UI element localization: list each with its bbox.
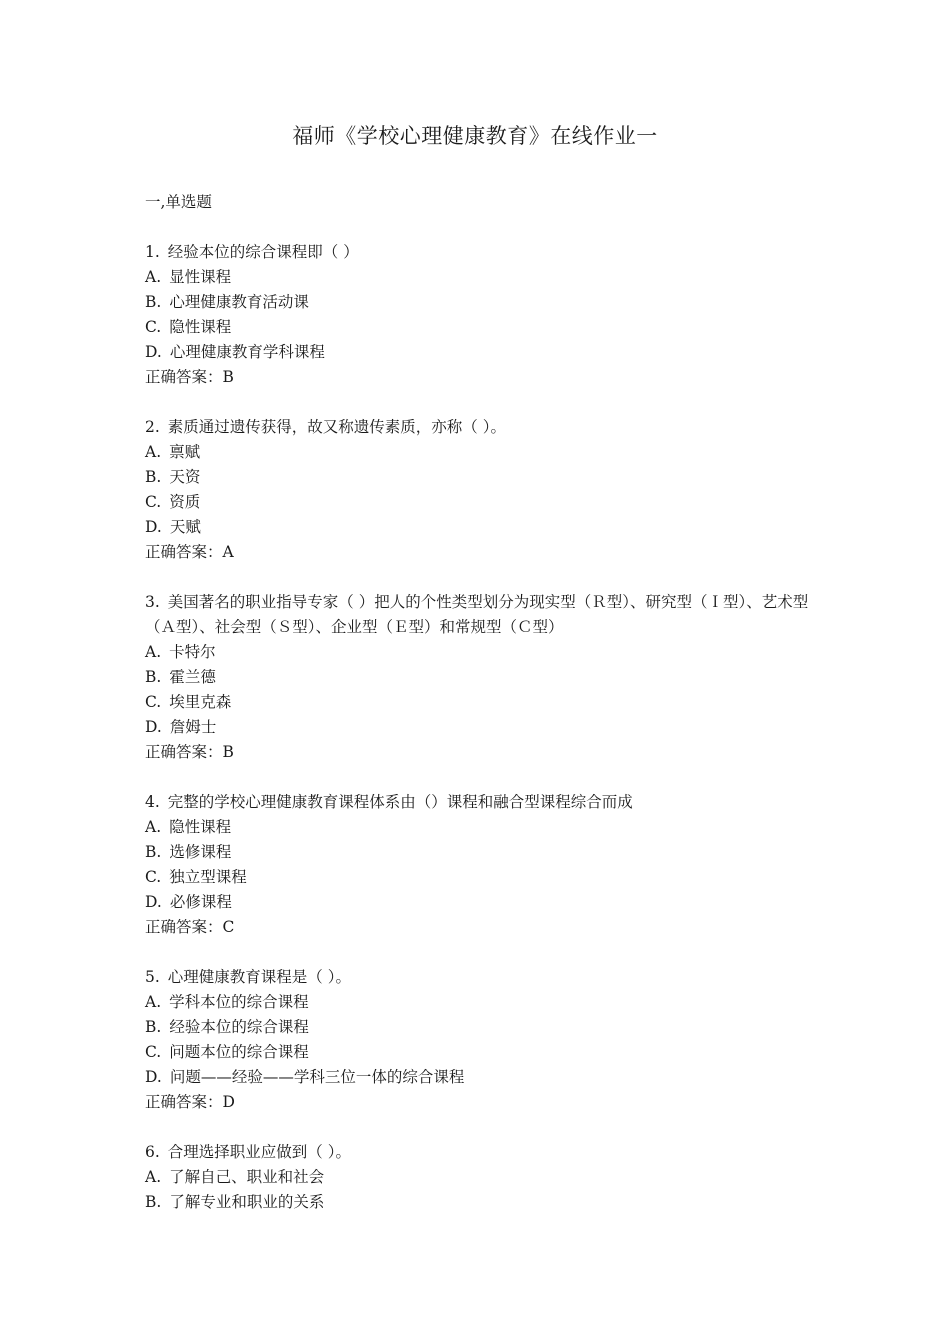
- question-stem: 合理选择职业应做到（ ）。: [167, 1143, 351, 1161]
- correct-answer: [145, 740, 825, 765]
- option-text: 选修课程: [169, 843, 232, 861]
- question-5: [145, 965, 825, 1115]
- option-d: [145, 1065, 825, 1090]
- option-d: [145, 515, 825, 540]
- option-letter: A.: [145, 443, 162, 461]
- option-text: 学科本位的综合课程: [169, 993, 309, 1011]
- option-b: [145, 665, 825, 690]
- option-letter: D.: [145, 518, 162, 536]
- option-a: [145, 990, 825, 1015]
- option-a: [145, 1165, 825, 1190]
- question-2: [145, 415, 825, 565]
- question-number: 6.: [145, 1143, 160, 1161]
- option-text: 埃里克森: [169, 693, 232, 711]
- question-stem: 完整的学校心理健康教育课程体系由（）课程和融合型课程综合而成: [167, 793, 633, 811]
- question-number: 2.: [145, 418, 160, 436]
- question-stem: 心理健康教育课程是（ ）。: [167, 968, 351, 986]
- option-c: [145, 865, 825, 890]
- option-text: 天资: [169, 468, 201, 486]
- section-heading: 一,单选题: [145, 193, 212, 211]
- question-6: [145, 1140, 825, 1215]
- question-text: [145, 240, 825, 265]
- option-letter: C.: [145, 493, 162, 511]
- option-text: 心理健康教育学科课程: [169, 343, 325, 361]
- option-text: 心理健康教育活动课: [169, 293, 309, 311]
- option-text: 詹姆士: [169, 718, 217, 736]
- option-b: [145, 290, 825, 315]
- answer-prefix: 正确答案：: [145, 918, 223, 936]
- option-b: [145, 1190, 825, 1215]
- option-text: 禀赋: [169, 443, 201, 461]
- question-text: [145, 965, 825, 990]
- correct-answer: [145, 915, 825, 940]
- option-text: 独立型课程: [169, 868, 247, 886]
- option-letter: A.: [145, 268, 162, 286]
- answer-value: C: [222, 918, 235, 936]
- option-d: [145, 890, 825, 915]
- option-letter: B.: [145, 1193, 162, 1211]
- answer-prefix: 正确答案：: [145, 543, 223, 561]
- option-b: [145, 465, 825, 490]
- question-number: 5.: [145, 968, 160, 986]
- option-a: [145, 640, 825, 665]
- correct-answer: [145, 540, 825, 565]
- option-letter: C.: [145, 868, 162, 886]
- question-number: 3.: [145, 593, 160, 611]
- option-letter: C.: [145, 693, 162, 711]
- document-body: [145, 190, 825, 1240]
- option-text: 问题本位的综合课程: [169, 1043, 309, 1061]
- answer-value: D: [222, 1093, 235, 1111]
- question-1: [145, 240, 825, 390]
- option-letter: D.: [145, 893, 162, 911]
- option-c: [145, 315, 825, 340]
- answer-prefix: 正确答案：: [145, 743, 223, 761]
- option-text: 必修课程: [169, 893, 232, 911]
- question-text: [145, 790, 825, 815]
- option-c: [145, 1040, 825, 1065]
- option-text: 了解自己、职业和社会: [169, 1168, 325, 1186]
- option-letter: C.: [145, 318, 162, 336]
- document-title: 福师《学校心理健康教育》在线作业一: [292, 124, 658, 148]
- option-letter: B.: [145, 293, 162, 311]
- option-text: 资质: [169, 493, 201, 511]
- option-letter: B.: [145, 843, 162, 861]
- option-text: 隐性课程: [169, 818, 232, 836]
- answer-prefix: 正确答案：: [145, 1093, 223, 1111]
- question-text: [145, 590, 825, 640]
- option-letter: A.: [145, 993, 162, 1011]
- option-d: [145, 715, 825, 740]
- answer-value: A: [222, 543, 234, 561]
- question-3: [145, 590, 825, 765]
- option-text: 问题——经验——学科三位一体的综合课程: [169, 1068, 465, 1086]
- option-text: 显性课程: [169, 268, 232, 286]
- option-b: [145, 1015, 825, 1040]
- option-c: [145, 490, 825, 515]
- option-text: 经验本位的综合课程: [169, 1018, 309, 1036]
- correct-answer: [145, 365, 825, 390]
- question-stem: 经验本位的综合课程即（ ）: [167, 243, 359, 261]
- option-c: [145, 690, 825, 715]
- question-text: [145, 415, 825, 440]
- option-a: [145, 265, 825, 290]
- correct-answer: [145, 1090, 825, 1115]
- question-stem: 美国著名的职业指导专家（ ）把人的个性类型划分为现实型（Ｒ型）、研究型（Ｉ型）、艺术型（Ａ型）、社会型（Ｓ型）、企业型（Ｅ型）和常规型（Ｃ型）: [145, 593, 809, 636]
- option-letter: D.: [145, 718, 162, 736]
- option-text: 霍兰德: [169, 668, 216, 686]
- option-letter: C.: [145, 1043, 162, 1061]
- option-letter: D.: [145, 1068, 162, 1086]
- question-number: 4.: [145, 793, 160, 811]
- option-letter: B.: [145, 668, 162, 686]
- option-b: [145, 840, 825, 865]
- option-letter: A.: [145, 818, 162, 836]
- option-a: [145, 440, 825, 465]
- option-letter: D.: [145, 343, 162, 361]
- option-text: 隐性课程: [169, 318, 232, 336]
- answer-prefix: 正确答案：: [145, 368, 223, 386]
- option-letter: A.: [145, 1168, 162, 1186]
- option-text: 天赋: [169, 518, 201, 536]
- answer-value: B: [222, 743, 234, 761]
- answer-value: B: [222, 368, 234, 386]
- option-text: 了解专业和职业的关系: [169, 1193, 325, 1211]
- question-4: [145, 790, 825, 940]
- option-text: 卡特尔: [169, 643, 216, 661]
- option-letter: B.: [145, 1018, 162, 1036]
- question-number: 1.: [145, 243, 160, 261]
- option-a: [145, 815, 825, 840]
- option-letter: B.: [145, 468, 162, 486]
- option-letter: A.: [145, 643, 162, 661]
- question-text: [145, 1140, 825, 1165]
- question-stem: 素质通过遗传获得，故又称遗传素质，亦称（ ）。: [167, 418, 506, 436]
- option-d: [145, 340, 825, 365]
